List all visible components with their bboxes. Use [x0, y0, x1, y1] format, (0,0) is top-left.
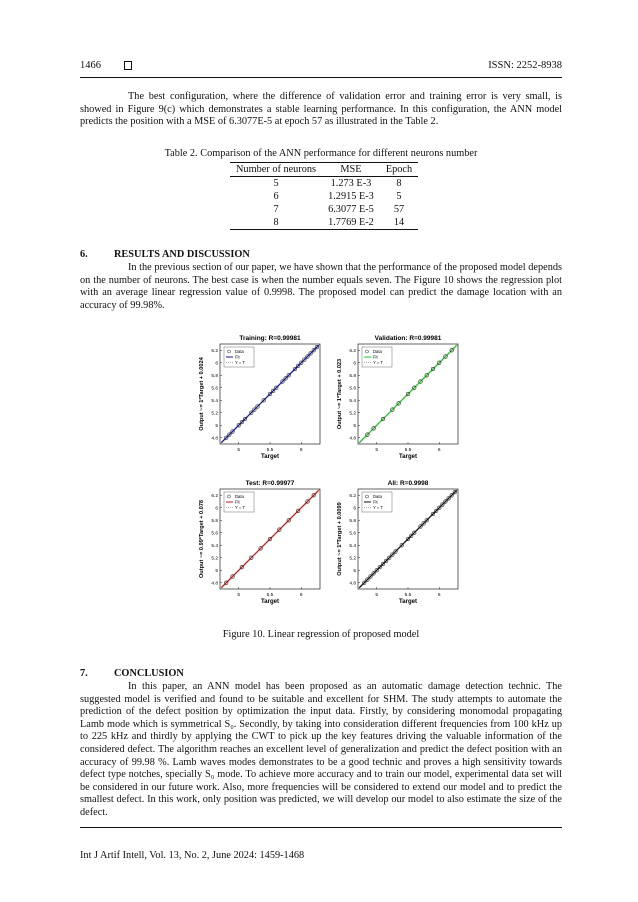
x-tick-label: 6: [437, 593, 441, 598]
y-tick-label: 6.2: [211, 348, 218, 354]
table-row: [230, 203, 418, 216]
legend-fit-label: Fit: [235, 499, 240, 505]
y-tick-label: 5.4: [211, 398, 218, 404]
x-tick-label: 5.5: [404, 448, 412, 453]
legend-fit-label: Fit: [373, 354, 378, 360]
y-tick-label: 5.6: [211, 386, 218, 392]
legend-yt-label: Y = T: [235, 360, 245, 365]
y-tick-label: 5.2: [349, 556, 356, 562]
y-tick-label: 4.8: [211, 436, 218, 442]
table-cell: 7: [273, 204, 279, 215]
x-axis-label: Target: [261, 454, 279, 460]
x-axis-label: Target: [399, 454, 417, 460]
y-tick-label: 5.8: [211, 373, 218, 379]
legend-data-label: Data: [235, 349, 244, 354]
section-number: 7.: [80, 668, 88, 679]
y-tick-label: 5: [353, 568, 356, 574]
footer-citation: Int J Artif Intell, Vol. 13, No. 2, June 2024: 1459-1468: [80, 850, 305, 861]
y-tick-label: 5.4: [349, 543, 356, 549]
intro-paragraph: The best configuration, where the difference of validation error and training error is very small, is showed in Figure 9(c) which demonstrates a stable learning performance. In this configuration, the ANN model predicts the position with a MSE of 6.3077E-5 at epoch 57 as illustrated in the Table 2.: [80, 91, 562, 128]
y-tick-label: 5.2: [349, 411, 356, 417]
regression-panel: [199, 335, 320, 460]
legend-data-label: Data: [235, 494, 244, 499]
table-row: [230, 190, 418, 203]
header-rule: [80, 77, 562, 78]
table-cell: 6: [273, 191, 279, 202]
y-tick-label: 5.2: [211, 556, 218, 562]
section-7-heading: [80, 668, 184, 679]
y-tick-label: 5: [353, 423, 356, 429]
regression-panel: [199, 480, 320, 605]
y-tick-label: 5.8: [349, 518, 356, 524]
comparison-table: [230, 162, 418, 230]
y-tick-label: 6: [215, 506, 218, 512]
legend-data-label: Data: [373, 349, 382, 354]
table-cell: 57: [393, 204, 405, 215]
y-axis-label: Output ~= 0.99*Target + 0.078: [199, 499, 205, 579]
y-axis-label: Output ~= 1*Target + 0.023: [337, 358, 343, 430]
y-tick-label: 6: [353, 361, 356, 367]
y-tick-label: 6.2: [349, 348, 356, 354]
y-tick-label: 5: [215, 423, 218, 429]
y-tick-label: 5.4: [211, 543, 218, 549]
table-cell: 8: [396, 178, 402, 189]
y-tick-label: 6.2: [211, 493, 218, 499]
section-title: CONCLUSION: [114, 668, 184, 679]
y-tick-label: 6: [215, 361, 218, 367]
x-tick-label: 5.5: [404, 593, 412, 598]
table-cell: 5: [396, 191, 402, 202]
footer-rule: [80, 827, 562, 828]
table-cell: 5: [273, 178, 279, 189]
table-header-mse: MSE: [322, 163, 380, 177]
regression-panel: [337, 480, 458, 605]
legend-yt-label: Y = T: [235, 505, 245, 510]
y-axis-label: Output ~= 1*Target + 0.0099: [337, 502, 343, 576]
legend-yt-label: Y = T: [373, 360, 383, 365]
table-cell: 1.7769 E-2: [322, 216, 380, 230]
panel-title: All: R=0.9998: [387, 480, 429, 487]
x-axis-label: Target: [399, 599, 417, 605]
section-6-heading: [80, 249, 250, 260]
table-header-epoch: Epoch: [380, 163, 418, 177]
section-6-paragraph: In the previous section of our paper, we have shown that the performance of the proposed model depends on the number of neurons. The best case is when the number equals seven. The Figure 10 shows the regression plot with an average linear regression value of 0.9998. The proposed model can predict the damage location with an accuracy of 99.98%.: [80, 262, 562, 311]
table-cell: 8: [230, 216, 322, 230]
x-tick-label: 5: [375, 448, 379, 453]
table-cell: 6.3077 E-5: [328, 204, 374, 215]
y-tick-label: 5: [215, 568, 218, 574]
section-number: 6.: [80, 249, 88, 260]
x-tick-label: 6: [299, 448, 303, 453]
table-row: [230, 177, 418, 191]
panel-title: Training: R=0.99981: [239, 335, 301, 342]
y-tick-label: 5.8: [349, 373, 356, 379]
y-tick-label: 5.6: [211, 531, 218, 537]
legend-yt-label: Y = T: [373, 505, 383, 510]
x-tick-label: 5.5: [266, 448, 274, 453]
table-caption: Table 2. Comparison of the ANN performance for different neurons number: [164, 148, 478, 159]
y-tick-label: 4.8: [211, 581, 218, 587]
y-axis-label: Output ~= 1*Target + 0.0024: [199, 357, 205, 431]
legend-fit-label: Fit: [235, 354, 240, 360]
x-tick-label: 6: [299, 593, 303, 598]
regression-panel: [337, 335, 458, 460]
issn: ISSN: 2252-8938: [488, 60, 562, 71]
y-tick-label: 4.8: [349, 436, 356, 442]
section-7-paragraph: In this paper, an ANN model has been proposed as an automatic damage detection technic. The suggested model is verified and found to be suitable and excellent for SHM. The study attempts to automate the prediction of the defect position by optimization the input data. Firstly, by considering monomodal propagating Lamb mode which is symmetrical S₀. Secondly, by taking into consideration different frequencies from 100 kHz up to 225 kHz and thirdly by applying the CWT to pick up the key features driving the valuable information of the considered defect. The algorithm reaches an excellent level of generalization and predict the defect position with an accuracy of 99.98 %. Lamb waves modes demonstrates to be a good technic and proves a high sensitivity towards defect type notches, specially S₀ mode. To achieve more accuracy and to train our model, experimental data set will be considered in our future work. Also, more frequencies will be considered to extend our model and to predict the smallest defect. In this work, only position was predicted, we will develop our model to also estimate the size of the defect.: [80, 681, 562, 818]
y-tick-label: 5.6: [349, 531, 356, 537]
table-cell: 1.2915 E-3: [328, 191, 374, 202]
section-title: RESULTS AND DISCUSSION: [114, 249, 250, 260]
panel-title: Validation: R=0.99981: [374, 335, 442, 342]
x-tick-label: 5.5: [266, 593, 274, 598]
y-tick-label: 6: [353, 506, 356, 512]
x-tick-label: 6: [437, 448, 441, 453]
y-tick-label: 5.2: [211, 411, 218, 417]
y-tick-label: 4.8: [349, 581, 356, 587]
y-tick-label: 5.6: [349, 386, 356, 392]
page-number: 1466: [80, 60, 101, 71]
y-tick-label: 6.2: [349, 493, 356, 499]
regression-figure: [186, 332, 462, 622]
table-row: [230, 216, 418, 230]
y-tick-label: 5.8: [211, 518, 218, 524]
table-cell: 14: [380, 216, 418, 230]
table-cell: 1.273 E-3: [330, 178, 372, 189]
legend-fit-label: Fit: [373, 499, 378, 505]
checkbox-icon: [124, 61, 132, 70]
table-header-neurons: Number of neurons: [230, 163, 322, 177]
x-tick-label: 5: [375, 593, 379, 598]
figure-caption: Figure 10. Linear regression of proposed model: [222, 629, 420, 640]
x-tick-label: 5: [237, 448, 241, 453]
x-axis-label: Target: [261, 599, 279, 605]
legend-data-label: Data: [373, 494, 382, 499]
y-tick-label: 5.4: [349, 398, 356, 404]
x-tick-label: 5: [237, 593, 241, 598]
panel-title: Test: R=0.99977: [245, 480, 295, 487]
